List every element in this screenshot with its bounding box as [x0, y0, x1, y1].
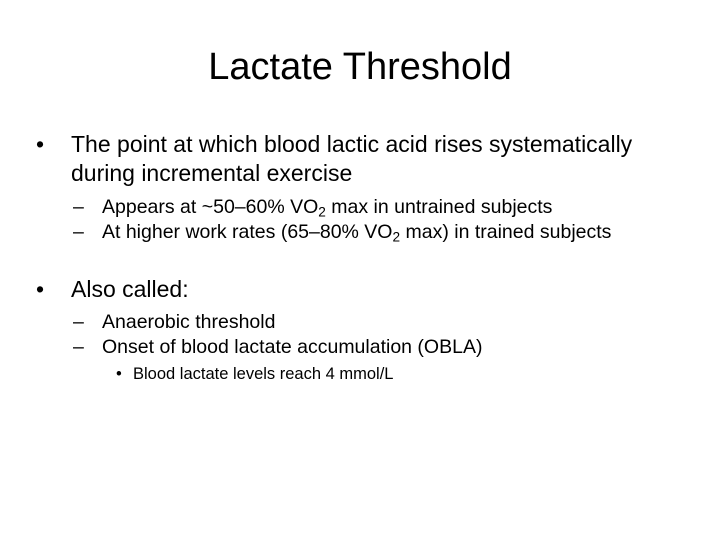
- sub-bullet-trained: [36, 220, 696, 245]
- bullet-definition: [36, 130, 696, 188]
- sub-bullet-anaerobic: [36, 310, 696, 335]
- sub-bullet-untrained: [36, 195, 696, 220]
- sub-bullet-obla-text: Onset of blood lactate accumulation (OBLA): [102, 336, 483, 358]
- bullet-marker: •: [36, 131, 45, 157]
- sub-bullet-trained-pre: At higher work rates (65–80% VO: [102, 221, 393, 243]
- bullet-marker: •: [116, 365, 122, 383]
- sub-bullet-anaerobic-text: Anaerobic threshold: [102, 311, 276, 333]
- sub-bullet-untrained-pre: Appears at ~50–60% VO: [102, 196, 319, 218]
- sub-sub-bullet-lactate-level: [36, 363, 696, 385]
- bullet-definition-text: The point at which blood lactic acid rises systematically during incremental exercise: [71, 131, 633, 186]
- sub-bullet-untrained-post: max in untrained subjects: [325, 196, 553, 218]
- slide-title: Lactate Threshold: [208, 46, 512, 88]
- sub-bullet-trained-post: max) in trained subjects: [400, 221, 612, 243]
- subscript-2: 2: [392, 229, 401, 245]
- dash-marker: –: [73, 196, 84, 218]
- bullet-also-called-text: Also called:: [71, 276, 189, 302]
- sub-sub-bullet-lactate-level-text: Blood lactate levels reach 4 mmol/L: [133, 365, 394, 383]
- slide-body: [36, 130, 696, 385]
- bullet-also-called: [36, 275, 696, 304]
- sub-bullet-obla: [36, 335, 696, 360]
- subscript-2: 2: [318, 204, 326, 220]
- dash-marker: –: [73, 336, 84, 358]
- dash-marker: –: [73, 311, 84, 333]
- dash-marker: –: [73, 221, 84, 243]
- bullet-marker: •: [36, 276, 45, 302]
